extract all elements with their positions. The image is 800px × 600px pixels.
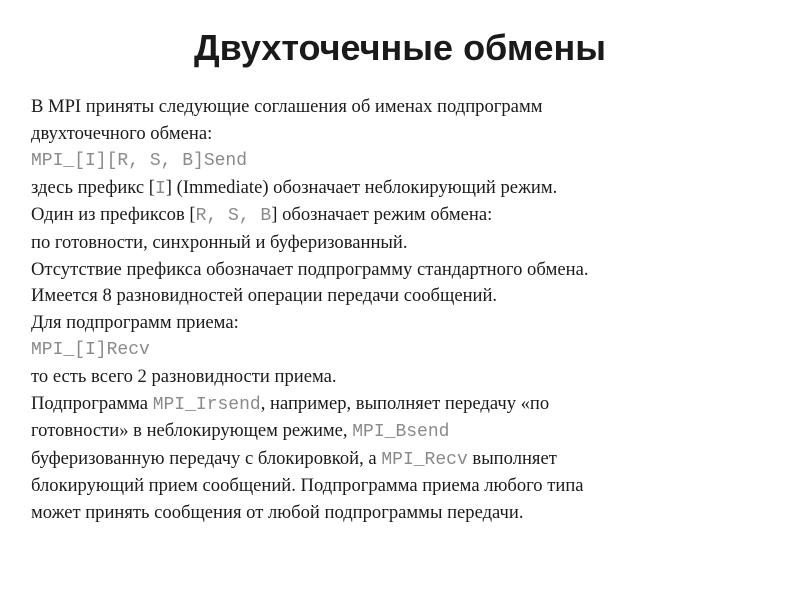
text-segment: готовности» в неблокирующем режиме, bbox=[31, 420, 353, 442]
body-line bbox=[31, 364, 781, 391]
text-segment: Для подпрограмм приема: bbox=[31, 311, 239, 333]
text-segment: выполняет bbox=[467, 447, 557, 469]
body-line bbox=[31, 310, 781, 337]
text-segment: Имеется 8 разновидностей операции передачи сообщений. bbox=[31, 285, 498, 307]
text-segment: Подпрограмма bbox=[31, 392, 153, 414]
code-identifier: MPI_Recv bbox=[381, 449, 468, 470]
text-segment: Один из префиксов [ bbox=[31, 204, 196, 226]
text-segment: может принять сообщения от любой подпрограммы передачи. bbox=[31, 501, 524, 523]
body-line bbox=[31, 336, 781, 364]
body-line bbox=[31, 418, 781, 446]
body-line bbox=[31, 391, 781, 419]
text-segment: здесь префикс [ bbox=[31, 176, 155, 198]
body-line bbox=[31, 257, 781, 284]
slide-body bbox=[31, 94, 781, 527]
text-segment: В MPI приняты следующие соглашения об именах подпрограмм bbox=[31, 96, 543, 117]
body-line bbox=[31, 283, 781, 310]
body-line bbox=[31, 230, 781, 257]
text-segment: то есть всего 2 разновидности приема. bbox=[31, 365, 337, 387]
code-identifier: R, S, B bbox=[195, 206, 272, 227]
body-line bbox=[31, 121, 781, 148]
body-line bbox=[31, 175, 781, 203]
text-segment: двухточечного обмена: bbox=[31, 122, 213, 144]
text-segment: , например, выполняет передачу «по bbox=[260, 392, 550, 414]
text-segment: ] (Immediate) обозначает неблокирующий режим. bbox=[165, 176, 558, 198]
text-segment: ] обозначает режим обмена: bbox=[271, 204, 493, 226]
text-segment: буферизованную передачу с блокировкой, а bbox=[31, 447, 382, 469]
code-identifier: MPI_Bsend bbox=[352, 422, 450, 443]
body-line bbox=[31, 446, 781, 474]
body-line bbox=[31, 147, 781, 175]
code-identifier: MPI_Irsend bbox=[152, 394, 261, 415]
code-identifier: I bbox=[154, 178, 166, 199]
code-identifier: MPI_[I]Recv bbox=[31, 340, 150, 361]
text-segment: Отсутствие префикса обозначает подпрограмму стандартного обмена. bbox=[31, 258, 589, 280]
slide-title: Двухточечные обмены bbox=[194, 27, 606, 68]
body-line bbox=[31, 473, 781, 500]
text-segment: блокирующий прием сообщений. Подпрограмма приема любого типа bbox=[31, 475, 584, 497]
body-line bbox=[31, 202, 781, 230]
code-identifier: MPI_[I][R, S, B]Send bbox=[31, 151, 248, 172]
text-segment: по готовности, синхронный и буферизованный. bbox=[31, 231, 408, 253]
body-line bbox=[31, 94, 781, 121]
body-line bbox=[31, 500, 781, 527]
